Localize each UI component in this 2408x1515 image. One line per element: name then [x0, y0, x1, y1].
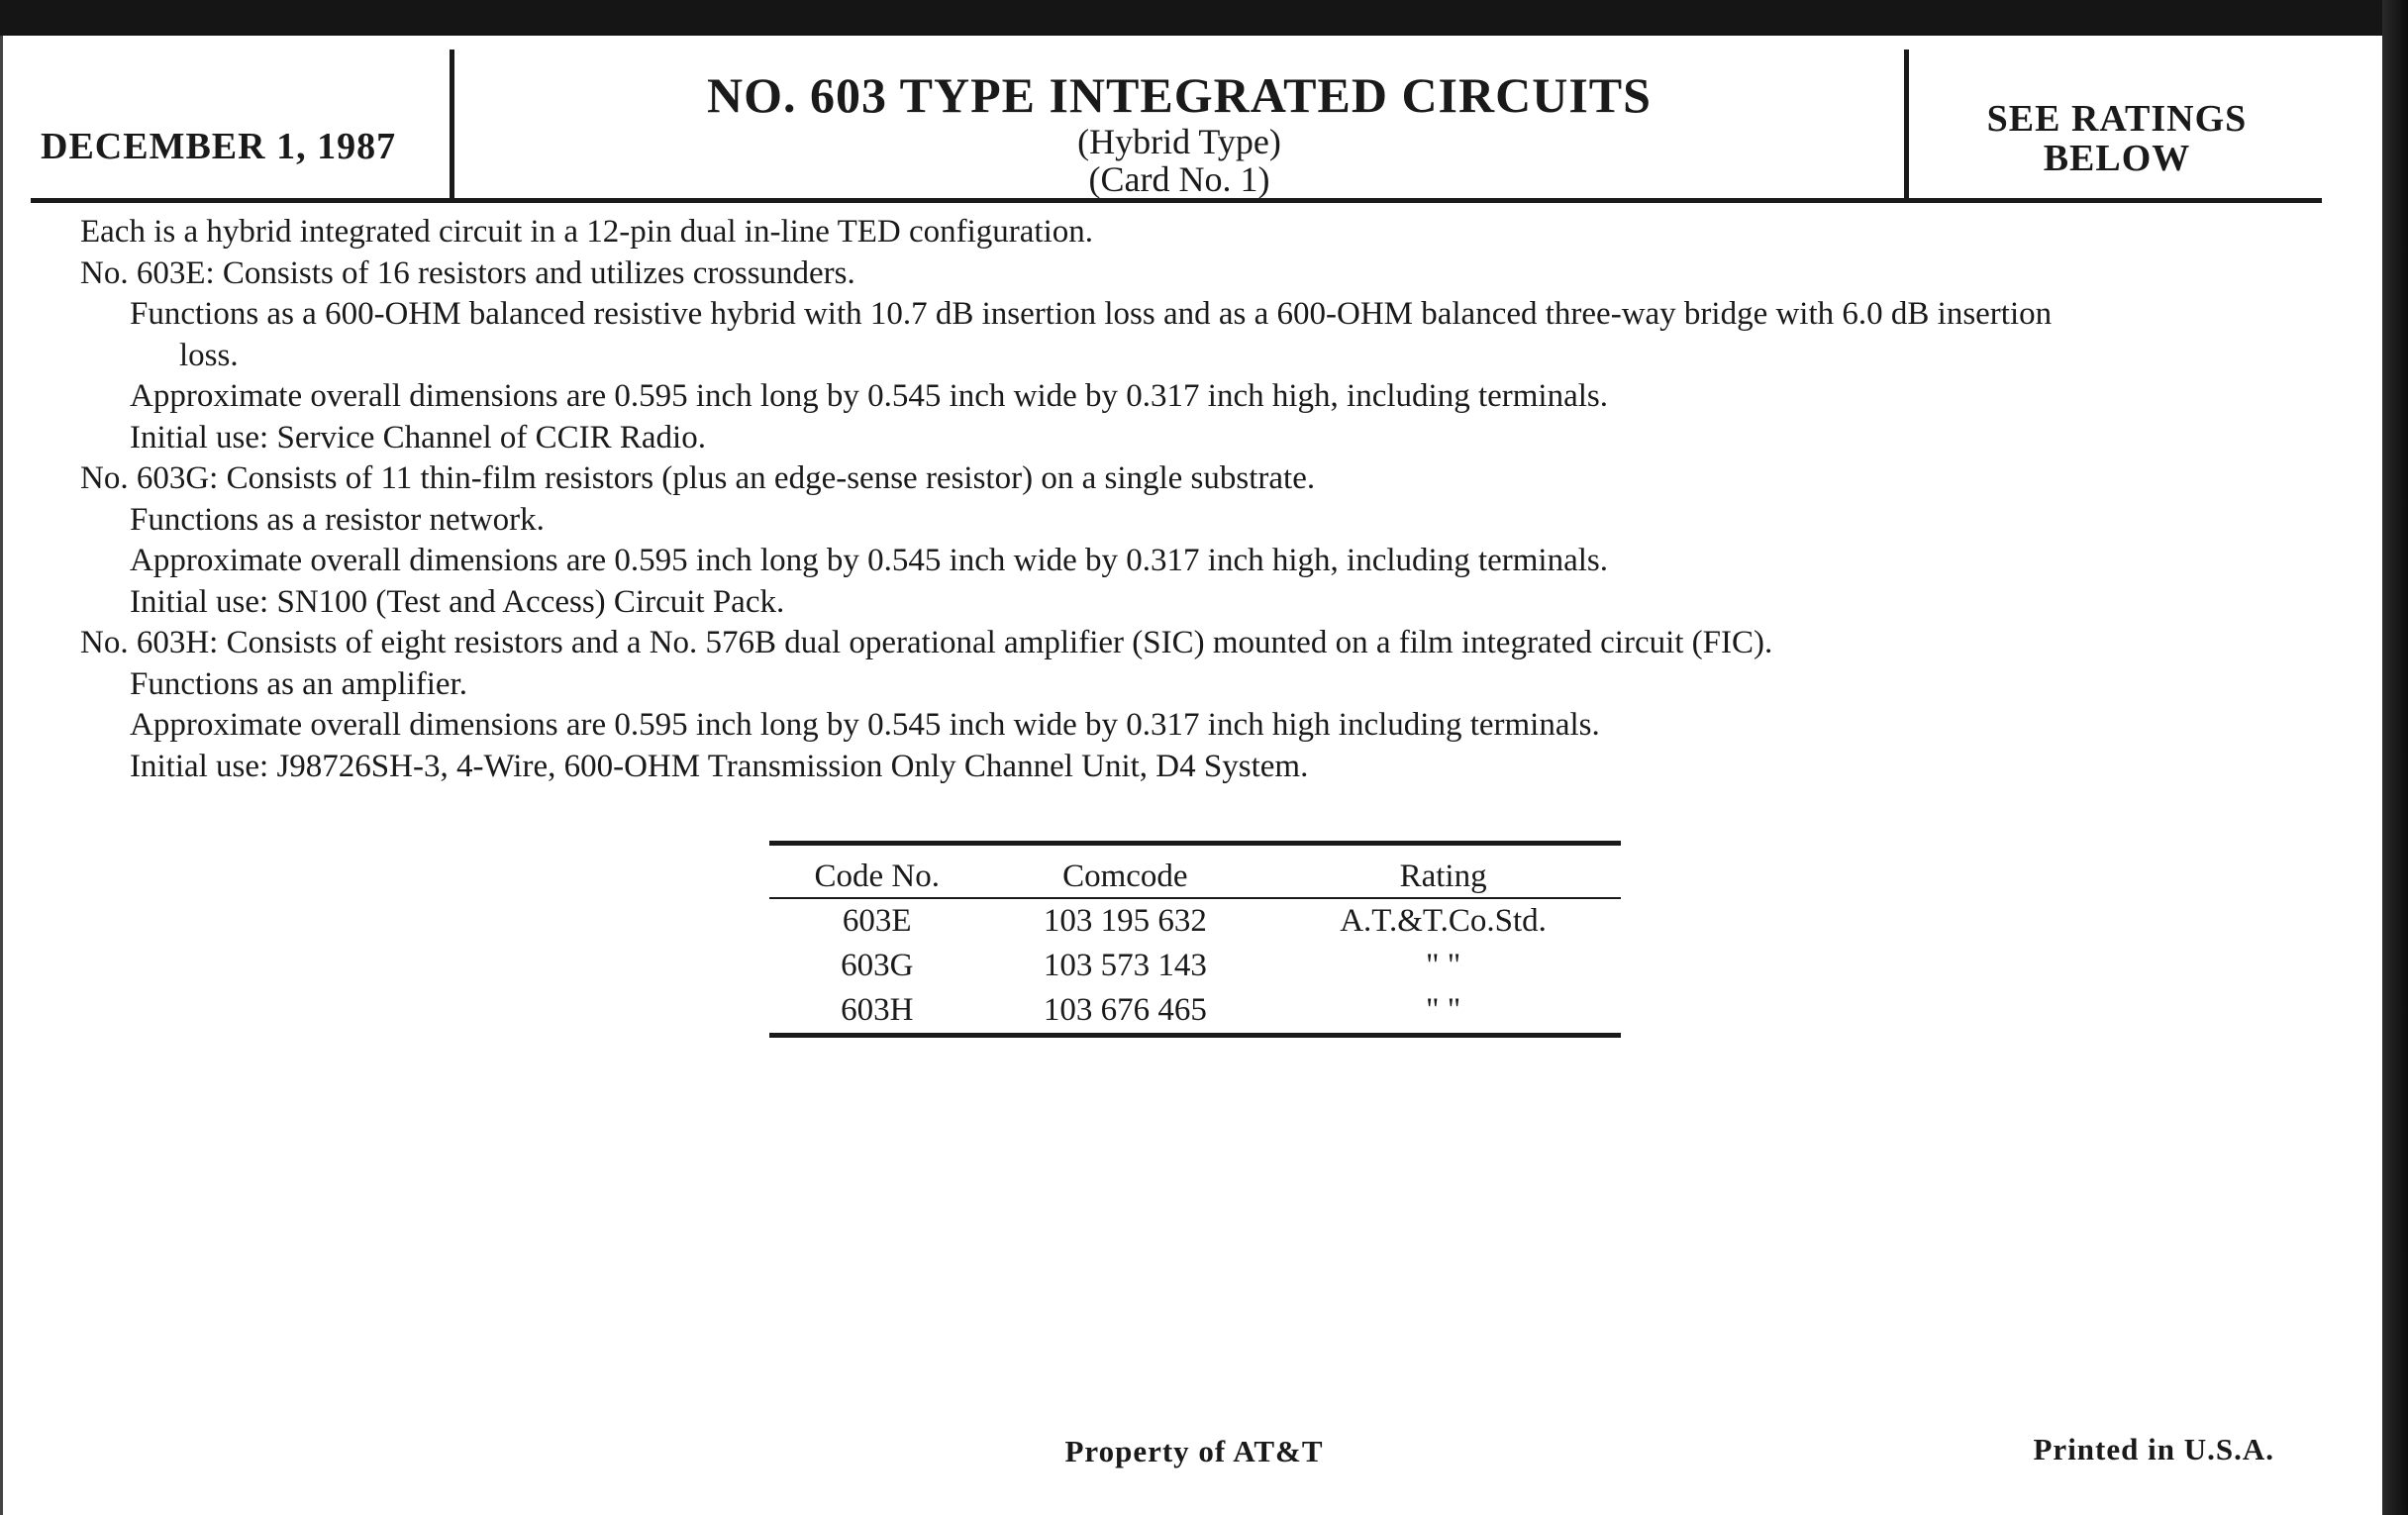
cell-rating: A.T.&T.Co.Std.: [1340, 903, 1547, 939]
603e-initial-use: Initial use: Service Channel of CCIR Radio.: [130, 419, 706, 455]
cell-code: 603G: [841, 948, 914, 983]
card-header: [31, 50, 2322, 203]
cell-rating: " ": [1425, 992, 1461, 1028]
catalog-card: [0, 36, 2385, 1515]
603h-heading: No. 603H: Consists of eight resistors and a No. 576B dual operational amplifier (SIC) mounted on a film integrated circuit (FIC).: [80, 625, 1773, 660]
ratings-note-line-2: BELOW: [2043, 138, 2191, 179]
header-divider-left: [450, 50, 454, 198]
page-subtitle-card: (Card No. 1): [1088, 159, 1270, 199]
603h-dimensions: Approximate overall dimensions are 0.595 inch long by 0.545 inch wide by 0.317 inch high including terminals.: [130, 707, 1600, 743]
header-title-block: [456, 67, 1902, 198]
table-header-row: [769, 844, 1621, 899]
page-subtitle-type: (Hybrid Type): [1077, 122, 1281, 161]
603g-heading: No. 603G: Consists of 11 thin-film resistors (plus an edge-sense resistor) on a single substrate.: [80, 460, 1316, 496]
table-row: [769, 944, 1621, 988]
property-notice: Property of AT&T: [1064, 1434, 1324, 1468]
603g-initial-use: Initial use: SN100 (Test and Access) Circuit Pack.: [130, 583, 785, 620]
intro-paragraph: Each is a hybrid integrated circuit in a 12-pin dual in-line TED configuration.: [80, 214, 1093, 250]
603h-function: Functions as an amplifier.: [130, 665, 467, 702]
cell-code: 603H: [841, 992, 914, 1028]
603e-function: Functions as a 600-OHM balanced resistive hybrid with 10.7 dB insertion loss and as a 600-OHM balanced three-way bridge with 6.0 dB insertion: [130, 296, 2053, 332]
cell-code: 603E: [842, 903, 912, 939]
column-header-code: Code No.: [769, 844, 984, 899]
column-header-rating: Rating: [1265, 844, 1621, 899]
cell-comcode: 103 676 465: [1043, 992, 1207, 1028]
column-header-comcode: Comcode: [984, 844, 1265, 899]
ratings-table: [769, 841, 1621, 1038]
cell-rating: " ": [1425, 948, 1461, 983]
ratings-note-line-1: SEE RATINGS: [1986, 98, 2248, 140]
603g-function: Functions as a resistor network.: [130, 501, 545, 538]
description-body: [80, 212, 2288, 787]
603e-function-continued: loss.: [179, 337, 239, 373]
scan-border: [2382, 0, 2408, 1515]
cell-comcode: 103 573 143: [1043, 948, 1207, 983]
603g-dimensions: Approximate overall dimensions are 0.595 inch long by 0.545 inch wide by 0.317 inch high, including terminals.: [130, 543, 1608, 578]
table-row: [769, 988, 1621, 1036]
table-row: [769, 898, 1621, 944]
603e-dimensions: Approximate overall dimensions are 0.595 inch long by 0.545 inch wide by 0.317 inch high, including terminals.: [130, 378, 1608, 414]
cell-comcode: 103 195 632: [1043, 903, 1207, 939]
ratings-table-wrapper: [769, 841, 1621, 1038]
header-divider-right: [1904, 50, 1909, 198]
603e-heading: No. 603E: Consists of 16 resistors and utilizes crossunders.: [80, 254, 855, 291]
printed-notice: Printed in U.S.A.: [2033, 1432, 2274, 1466]
603h-initial-use: Initial use: J98726SH-3, 4-Wire, 600-OHM Transmission Only Channel Unit, D4 System.: [130, 748, 1309, 784]
ratings-note: [1912, 99, 2322, 178]
page-title: NO. 603 TYPE INTEGRATED CIRCUITS: [707, 67, 1652, 123]
issue-date: DECEMBER 1, 1987: [41, 126, 397, 167]
